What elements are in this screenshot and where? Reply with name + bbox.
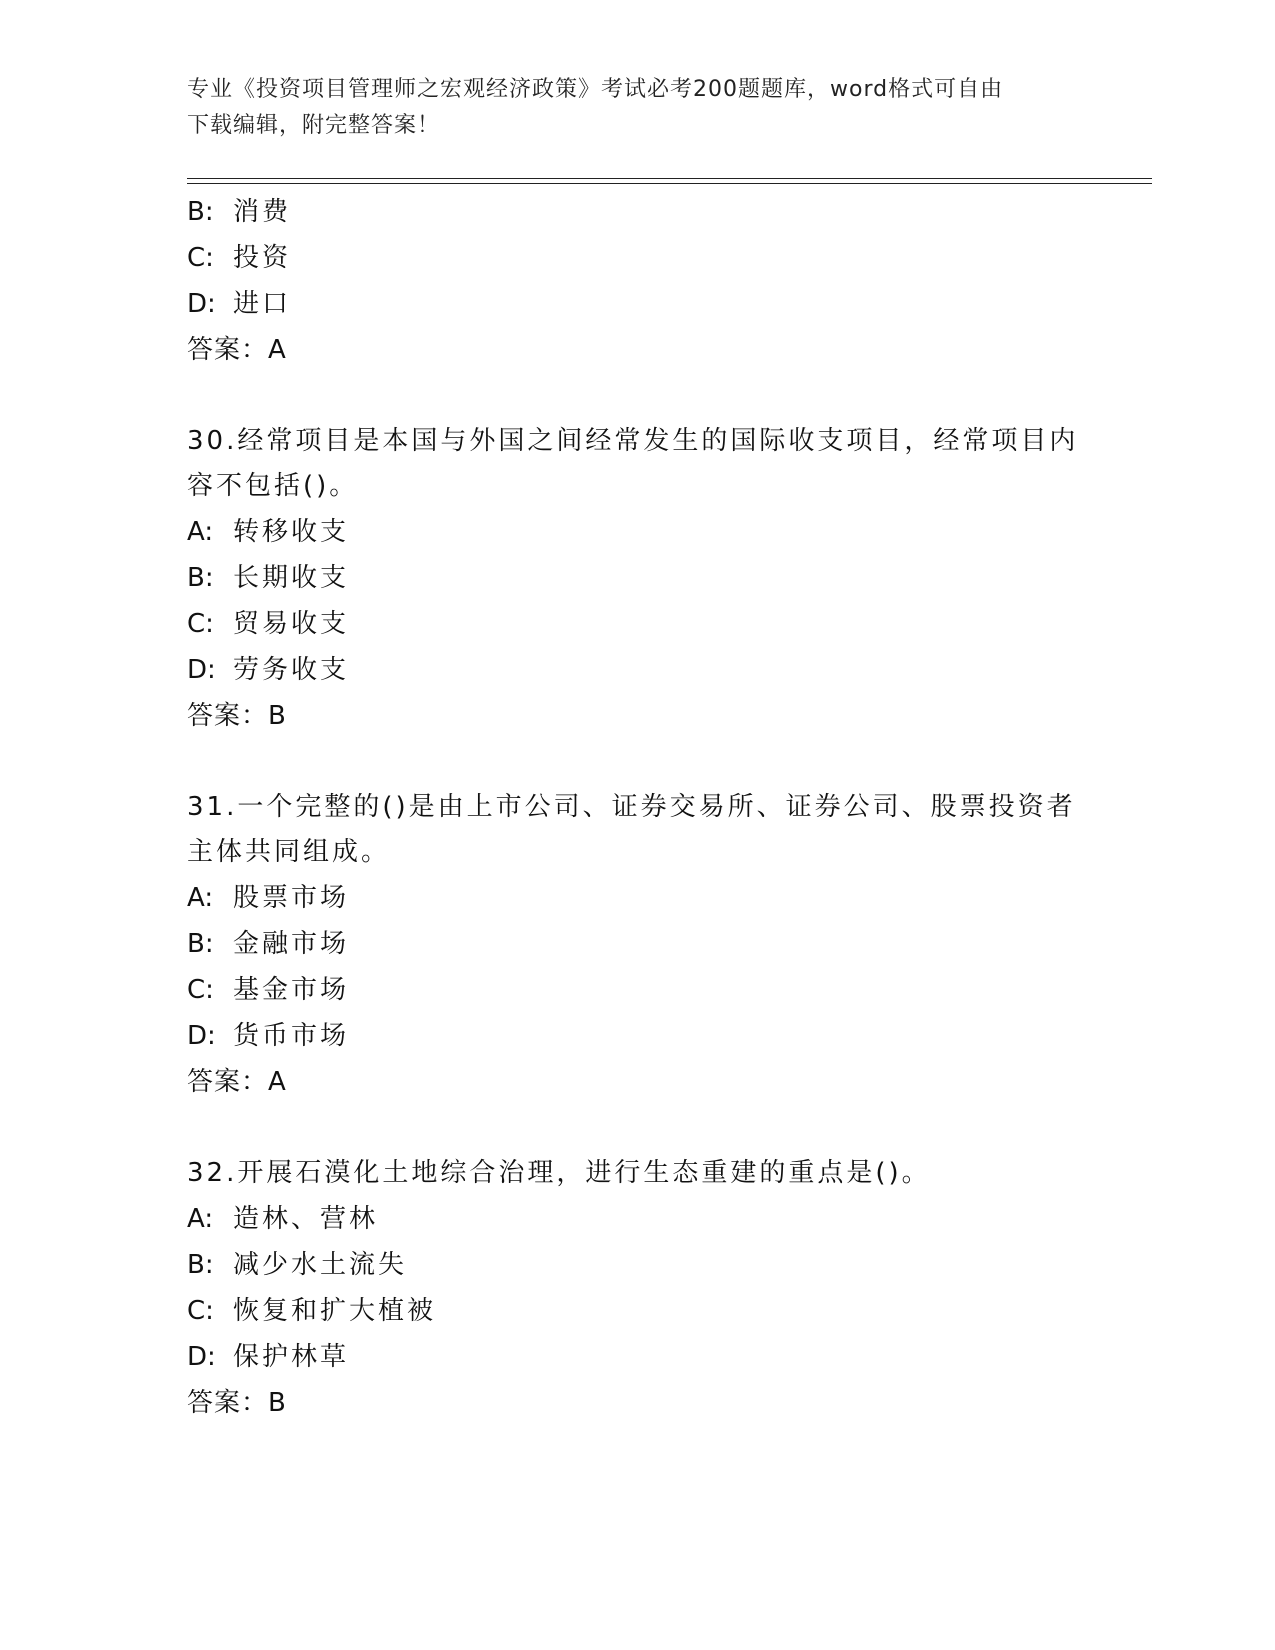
option-d bbox=[187, 1334, 1087, 1380]
answer-value: B bbox=[268, 1388, 287, 1418]
option-text: 基金市场 bbox=[233, 975, 350, 1005]
spacer bbox=[187, 373, 1087, 419]
spacer bbox=[187, 1105, 1087, 1151]
question-31 bbox=[187, 785, 1087, 1105]
option-letter: C: bbox=[187, 1296, 214, 1326]
option-letter: D: bbox=[187, 655, 216, 685]
answer-line bbox=[187, 693, 1087, 739]
answer-value: A bbox=[268, 335, 287, 365]
option-letter: C: bbox=[187, 609, 214, 639]
option-letter: B: bbox=[187, 197, 214, 227]
option-letter: A: bbox=[187, 517, 214, 547]
answer-label: 答案： bbox=[187, 335, 269, 365]
header-rule-top bbox=[187, 178, 1152, 179]
option-text: 股票市场 bbox=[233, 883, 350, 913]
option-text: 保护林草 bbox=[233, 1342, 350, 1372]
header-line-2: 下载编辑，附完整答案！ bbox=[187, 113, 441, 138]
answer-label: 答案： bbox=[187, 701, 269, 731]
header-line-1: 专业《投资项目管理师之宏观经济政策》考试必考200题题库，word格式可自由 bbox=[187, 77, 1004, 102]
option-text: 投资 bbox=[233, 243, 292, 273]
option-b bbox=[187, 189, 1087, 235]
option-c bbox=[187, 967, 1087, 1013]
answer-label: 答案： bbox=[187, 1067, 269, 1097]
option-letter: D: bbox=[187, 289, 216, 319]
option-letter: B: bbox=[187, 929, 214, 959]
option-text: 消费 bbox=[233, 197, 292, 227]
answer-value: B bbox=[268, 701, 287, 731]
question-text-line-2: 主体共同组成。 bbox=[187, 837, 391, 867]
option-text: 劳务收支 bbox=[233, 655, 350, 685]
question-text-line-1: 30.经常项目是本国与外国之间经常发生的国际收支项目，经常项目内 bbox=[187, 426, 1079, 456]
option-text: 进口 bbox=[233, 289, 292, 319]
option-c bbox=[187, 1288, 1087, 1334]
option-letter: C: bbox=[187, 243, 214, 273]
option-d bbox=[187, 1013, 1087, 1059]
question-text-line-2: 容不包括()。 bbox=[187, 471, 359, 501]
answer-line bbox=[187, 1059, 1087, 1105]
answer-value: A bbox=[268, 1067, 287, 1097]
option-a bbox=[187, 1196, 1087, 1242]
answer-line bbox=[187, 1380, 1087, 1426]
option-letter: A: bbox=[187, 883, 214, 913]
option-d bbox=[187, 281, 1087, 327]
answer-line bbox=[187, 327, 1087, 373]
option-text: 货币市场 bbox=[233, 1021, 350, 1051]
option-b bbox=[187, 921, 1087, 967]
document-header bbox=[187, 72, 1067, 144]
question-content bbox=[187, 189, 1087, 1426]
option-letter: B: bbox=[187, 563, 214, 593]
option-letter: C: bbox=[187, 975, 214, 1005]
option-c bbox=[187, 601, 1087, 647]
option-b bbox=[187, 555, 1087, 601]
spacer bbox=[187, 739, 1087, 785]
option-text: 长期收支 bbox=[233, 563, 350, 593]
option-d bbox=[187, 647, 1087, 693]
option-letter: A: bbox=[187, 1204, 214, 1234]
option-text: 转移收支 bbox=[233, 517, 350, 547]
option-a bbox=[187, 875, 1087, 921]
option-letter: D: bbox=[187, 1021, 216, 1051]
question-30 bbox=[187, 419, 1087, 739]
answer-label: 答案： bbox=[187, 1388, 269, 1418]
option-c bbox=[187, 235, 1087, 281]
header-rule-bottom bbox=[187, 183, 1152, 184]
option-a bbox=[187, 509, 1087, 555]
option-text: 造林、营林 bbox=[233, 1204, 379, 1234]
option-text: 金融市场 bbox=[233, 929, 350, 959]
question-text-line-1: 32.开展石漠化土地综合治理，进行生态重建的重点是()。 bbox=[187, 1158, 931, 1188]
option-text: 恢复和扩大植被 bbox=[233, 1296, 437, 1326]
question-32 bbox=[187, 1151, 1087, 1426]
option-letter: B: bbox=[187, 1250, 214, 1280]
question-text-line-1: 31.一个完整的()是由上市公司、证券交易所、证券公司、股票投资者 bbox=[187, 792, 1076, 822]
prev-question-block bbox=[187, 189, 1087, 373]
option-letter: D: bbox=[187, 1342, 216, 1372]
option-b bbox=[187, 1242, 1087, 1288]
option-text: 减少水土流失 bbox=[233, 1250, 408, 1280]
option-text: 贸易收支 bbox=[233, 609, 350, 639]
